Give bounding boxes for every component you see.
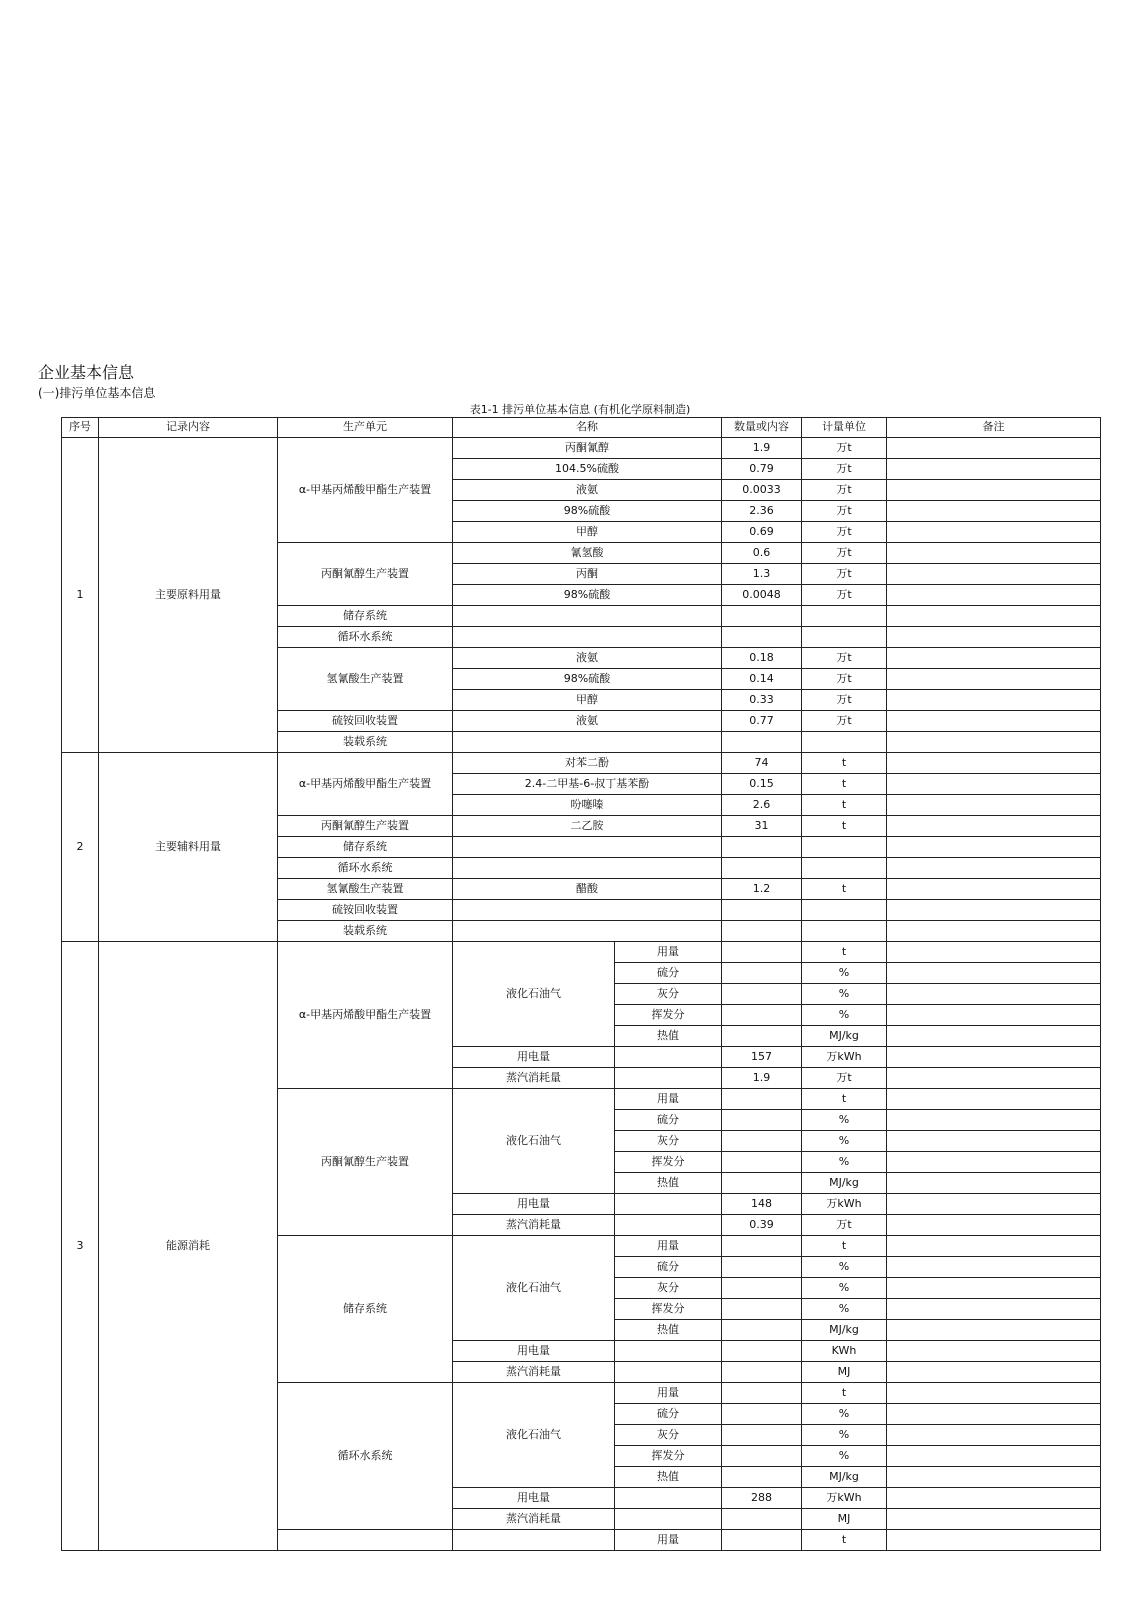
material-name: 氰氢酸 xyxy=(453,543,722,564)
fuel-property xyxy=(615,1488,722,1509)
remark xyxy=(887,564,1101,585)
remark xyxy=(887,1005,1101,1026)
section-title: (一)排污单位基本信息 xyxy=(38,386,156,400)
measure-unit xyxy=(802,900,887,921)
remark xyxy=(887,1362,1101,1383)
header-remark: 备注 xyxy=(887,418,1101,438)
remark xyxy=(887,648,1101,669)
measure-unit: 万kWh xyxy=(802,1194,887,1215)
header-qty: 数量或内容 xyxy=(722,418,802,438)
measure-unit: t xyxy=(802,1089,887,1110)
quantity xyxy=(722,837,802,858)
table-row xyxy=(62,753,1101,774)
measure-unit: 万t xyxy=(802,522,887,543)
fuel-property xyxy=(615,1509,722,1530)
emission-unit-info-table xyxy=(61,417,1101,1551)
measure-unit: t xyxy=(802,774,887,795)
remark xyxy=(887,1068,1101,1089)
remark xyxy=(887,732,1101,753)
measure-unit: % xyxy=(802,963,887,984)
quantity: 2.36 xyxy=(722,501,802,522)
measure-unit: % xyxy=(802,1446,887,1467)
fuel-property xyxy=(615,1047,722,1068)
material-name: 98%硫酸 xyxy=(453,585,722,606)
electricity-label: 用电量 xyxy=(453,1341,615,1362)
remark xyxy=(887,627,1101,648)
header-measure: 计量单位 xyxy=(802,418,887,438)
group-seq: 2 xyxy=(62,753,99,942)
measure-unit: t xyxy=(802,1236,887,1257)
production-unit: α-甲基丙烯酸甲酯生产装置 xyxy=(278,438,453,543)
production-unit: 丙酮氰醇生产装置 xyxy=(278,1089,453,1236)
material-name: 98%硫酸 xyxy=(453,501,722,522)
quantity: 1.3 xyxy=(722,564,802,585)
quantity xyxy=(722,1236,802,1257)
remark xyxy=(887,1152,1101,1173)
quantity xyxy=(722,1299,802,1320)
measure-unit: MJ/kg xyxy=(802,1026,887,1047)
measure-unit: 万t xyxy=(802,543,887,564)
material-name: 丙酮 xyxy=(453,564,722,585)
measure-unit: % xyxy=(802,1005,887,1026)
material-name: 98%硫酸 xyxy=(453,669,722,690)
quantity: 148 xyxy=(722,1194,802,1215)
production-unit: 装载系统 xyxy=(278,732,453,753)
table-row xyxy=(62,942,1101,963)
remark xyxy=(887,1299,1101,1320)
fuel-property xyxy=(615,1341,722,1362)
remark xyxy=(887,1173,1101,1194)
measure-unit: t xyxy=(802,942,887,963)
remark xyxy=(887,774,1101,795)
steam-label: 蒸汽消耗量 xyxy=(453,1362,615,1383)
material-name: 液氨 xyxy=(453,480,722,501)
header-name: 名称 xyxy=(453,418,722,438)
measure-unit: % xyxy=(802,1425,887,1446)
material-name: 甲醇 xyxy=(453,690,722,711)
measure-unit: 万t xyxy=(802,438,887,459)
quantity xyxy=(722,1152,802,1173)
remark xyxy=(887,837,1101,858)
material-name: 丙酮氰醇 xyxy=(453,438,722,459)
measure-unit: t xyxy=(802,1530,887,1551)
production-unit: α-甲基丙烯酸甲酯生产装置 xyxy=(278,942,453,1089)
remark xyxy=(887,1341,1101,1362)
measure-unit: MJ/kg xyxy=(802,1467,887,1488)
group-label: 能源消耗 xyxy=(99,942,278,1551)
production-unit: 氢氰酸生产装置 xyxy=(278,879,453,900)
fuel-name: 液化石油气 xyxy=(453,942,615,1047)
fuel-property: 灰分 xyxy=(615,1278,722,1299)
fuel-property: 用量 xyxy=(615,1530,722,1551)
quantity: 0.33 xyxy=(722,690,802,711)
quantity xyxy=(722,627,802,648)
measure-unit: 万t xyxy=(802,648,887,669)
quantity xyxy=(722,1089,802,1110)
remark xyxy=(887,879,1101,900)
material-name: 104.5%硫酸 xyxy=(453,459,722,480)
remark xyxy=(887,858,1101,879)
group-label: 主要辅料用量 xyxy=(99,753,278,942)
remark xyxy=(887,1509,1101,1530)
remark xyxy=(887,921,1101,942)
fuel-name: 液化石油气 xyxy=(453,1089,615,1194)
quantity xyxy=(722,858,802,879)
material-name: 二乙胺 xyxy=(453,816,722,837)
remark xyxy=(887,480,1101,501)
production-unit: α-甲基丙烯酸甲酯生产装置 xyxy=(278,753,453,816)
group-seq: 1 xyxy=(62,438,99,753)
production-unit: 丙酮氰醇生产装置 xyxy=(278,816,453,837)
quantity xyxy=(722,1173,802,1194)
production-unit: 循环水系统 xyxy=(278,627,453,648)
quantity xyxy=(722,1257,802,1278)
remark xyxy=(887,963,1101,984)
quantity xyxy=(722,921,802,942)
measure-unit: MJ/kg xyxy=(802,1320,887,1341)
quantity: 0.18 xyxy=(722,648,802,669)
remark xyxy=(887,711,1101,732)
production-unit: 丙酮氰醇生产装置 xyxy=(278,543,453,606)
remark xyxy=(887,606,1101,627)
measure-unit: 万kWh xyxy=(802,1488,887,1509)
quantity: 0.0033 xyxy=(722,480,802,501)
quantity xyxy=(722,942,802,963)
fuel-property: 挥发分 xyxy=(615,1152,722,1173)
remark xyxy=(887,1110,1101,1131)
quantity: 1.2 xyxy=(722,879,802,900)
material-name: 液氨 xyxy=(453,648,722,669)
remark xyxy=(887,1236,1101,1257)
fuel-property: 灰分 xyxy=(615,984,722,1005)
quantity xyxy=(722,1446,802,1467)
measure-unit: t xyxy=(802,879,887,900)
remark xyxy=(887,1530,1101,1551)
quantity: 0.6 xyxy=(722,543,802,564)
measure-unit: t xyxy=(802,1383,887,1404)
material-name: 甲醇 xyxy=(453,522,722,543)
remark xyxy=(887,1215,1101,1236)
quantity: 0.15 xyxy=(722,774,802,795)
measure-unit xyxy=(802,858,887,879)
production-unit: 储存系统 xyxy=(278,1236,453,1383)
production-unit: 储存系统 xyxy=(278,837,453,858)
material-name xyxy=(453,606,722,627)
measure-unit xyxy=(802,921,887,942)
measure-unit: KWh xyxy=(802,1341,887,1362)
quantity xyxy=(722,1005,802,1026)
quantity: 74 xyxy=(722,753,802,774)
table-header-row xyxy=(62,418,1101,438)
quantity xyxy=(722,1320,802,1341)
electricity-label: 用电量 xyxy=(453,1047,615,1068)
remark xyxy=(887,816,1101,837)
measure-unit: % xyxy=(802,984,887,1005)
quantity xyxy=(722,606,802,627)
remark xyxy=(887,1131,1101,1152)
measure-unit xyxy=(802,606,887,627)
production-unit xyxy=(278,1530,453,1551)
fuel-property: 用量 xyxy=(615,1383,722,1404)
measure-unit: 万kWh xyxy=(802,1047,887,1068)
quantity xyxy=(722,1362,802,1383)
production-unit: 硫铵回收装置 xyxy=(278,711,453,732)
header-record: 记录内容 xyxy=(99,418,278,438)
remark xyxy=(887,585,1101,606)
measure-unit: % xyxy=(802,1131,887,1152)
quantity: 1.9 xyxy=(722,1068,802,1089)
quantity: 0.0048 xyxy=(722,585,802,606)
quantity: 0.69 xyxy=(722,522,802,543)
page-title: 企业基本信息 xyxy=(38,363,135,382)
material-name: 对苯二酚 xyxy=(453,753,722,774)
measure-unit xyxy=(802,837,887,858)
remark xyxy=(887,1446,1101,1467)
material-name xyxy=(453,837,722,858)
fuel-property: 热值 xyxy=(615,1173,722,1194)
measure-unit: 万t xyxy=(802,711,887,732)
quantity xyxy=(722,732,802,753)
remark xyxy=(887,690,1101,711)
table-row xyxy=(62,438,1101,459)
remark xyxy=(887,753,1101,774)
fuel-name: 液化石油气 xyxy=(453,1236,615,1341)
fuel-property xyxy=(615,1362,722,1383)
fuel-property: 硫分 xyxy=(615,1257,722,1278)
fuel-property: 挥发分 xyxy=(615,1005,722,1026)
fuel-property: 硫分 xyxy=(615,1404,722,1425)
measure-unit: % xyxy=(802,1299,887,1320)
quantity xyxy=(722,1131,802,1152)
remark xyxy=(887,1089,1101,1110)
remark xyxy=(887,984,1101,1005)
remark xyxy=(887,459,1101,480)
measure-unit: t xyxy=(802,753,887,774)
fuel-property: 热值 xyxy=(615,1467,722,1488)
material-name xyxy=(453,732,722,753)
quantity xyxy=(722,984,802,1005)
quantity xyxy=(722,1404,802,1425)
remark xyxy=(887,795,1101,816)
measure-unit: 万t xyxy=(802,564,887,585)
quantity xyxy=(722,1341,802,1362)
measure-unit: t xyxy=(802,816,887,837)
table-caption: 表1-1 排污单位基本信息 (有机化学原料制造) xyxy=(469,403,691,416)
quantity xyxy=(722,900,802,921)
measure-unit: % xyxy=(802,1257,887,1278)
remark xyxy=(887,438,1101,459)
remark xyxy=(887,1425,1101,1446)
production-unit: 装载系统 xyxy=(278,921,453,942)
steam-label: 蒸汽消耗量 xyxy=(453,1509,615,1530)
material-name: 液氨 xyxy=(453,711,722,732)
quantity: 0.79 xyxy=(722,459,802,480)
group-label: 主要原料用量 xyxy=(99,438,278,753)
measure-unit: 万t xyxy=(802,1068,887,1089)
fuel-property: 用量 xyxy=(615,942,722,963)
measure-unit: 万t xyxy=(802,501,887,522)
remark xyxy=(887,1278,1101,1299)
quantity xyxy=(722,1110,802,1131)
electricity-label: 用电量 xyxy=(453,1194,615,1215)
quantity: 288 xyxy=(722,1488,802,1509)
material-name xyxy=(453,900,722,921)
remark xyxy=(887,1383,1101,1404)
remark xyxy=(887,942,1101,963)
header-unit: 生产单元 xyxy=(278,418,453,438)
fuel-property: 热值 xyxy=(615,1026,722,1047)
remark xyxy=(887,1026,1101,1047)
measure-unit xyxy=(802,732,887,753)
quantity: 1.9 xyxy=(722,438,802,459)
fuel-property: 用量 xyxy=(615,1236,722,1257)
production-unit: 循环水系统 xyxy=(278,858,453,879)
measure-unit: 万t xyxy=(802,690,887,711)
fuel-name xyxy=(453,1530,615,1551)
fuel-property: 灰分 xyxy=(615,1131,722,1152)
quantity xyxy=(722,1509,802,1530)
remark xyxy=(887,1404,1101,1425)
measure-unit: % xyxy=(802,1152,887,1173)
material-name xyxy=(453,921,722,942)
electricity-label: 用电量 xyxy=(453,1488,615,1509)
fuel-property: 挥发分 xyxy=(615,1299,722,1320)
remark xyxy=(887,1488,1101,1509)
remark xyxy=(887,501,1101,522)
fuel-name: 液化石油气 xyxy=(453,1383,615,1488)
quantity xyxy=(722,1383,802,1404)
fuel-property xyxy=(615,1215,722,1236)
fuel-property: 挥发分 xyxy=(615,1446,722,1467)
material-name: 2.4-二甲基-6-叔丁基苯酚 xyxy=(453,774,722,795)
remark xyxy=(887,1194,1101,1215)
production-unit: 氢氰酸生产装置 xyxy=(278,648,453,711)
group-seq: 3 xyxy=(62,942,99,1551)
steam-label: 蒸汽消耗量 xyxy=(453,1068,615,1089)
fuel-property: 用量 xyxy=(615,1089,722,1110)
quantity xyxy=(722,1278,802,1299)
fuel-property: 灰分 xyxy=(615,1425,722,1446)
material-name xyxy=(453,858,722,879)
measure-unit: 万t xyxy=(802,459,887,480)
quantity xyxy=(722,1467,802,1488)
quantity: 0.77 xyxy=(722,711,802,732)
material-name xyxy=(453,627,722,648)
header-seq: 序号 xyxy=(62,418,99,438)
measure-unit: 万t xyxy=(802,1215,887,1236)
quantity: 0.14 xyxy=(722,669,802,690)
fuel-property xyxy=(615,1068,722,1089)
quantity xyxy=(722,963,802,984)
remark xyxy=(887,1047,1101,1068)
measure-unit: MJ/kg xyxy=(802,1173,887,1194)
measure-unit: t xyxy=(802,795,887,816)
measure-unit: MJ xyxy=(802,1509,887,1530)
quantity: 157 xyxy=(722,1047,802,1068)
quantity: 2.6 xyxy=(722,795,802,816)
measure-unit: 万t xyxy=(802,669,887,690)
fuel-property xyxy=(615,1194,722,1215)
quantity: 31 xyxy=(722,816,802,837)
measure-unit: 万t xyxy=(802,585,887,606)
remark xyxy=(887,1320,1101,1341)
measure-unit xyxy=(802,627,887,648)
material-name: 吩噻嗪 xyxy=(453,795,722,816)
production-unit: 储存系统 xyxy=(278,606,453,627)
measure-unit: % xyxy=(802,1404,887,1425)
remark xyxy=(887,543,1101,564)
measure-unit: MJ xyxy=(802,1362,887,1383)
remark xyxy=(887,669,1101,690)
quantity xyxy=(722,1530,802,1551)
remark xyxy=(887,900,1101,921)
remark xyxy=(887,1257,1101,1278)
quantity xyxy=(722,1026,802,1047)
remark xyxy=(887,1467,1101,1488)
production-unit: 硫铵回收装置 xyxy=(278,900,453,921)
fuel-property: 硫分 xyxy=(615,1110,722,1131)
quantity: 0.39 xyxy=(722,1215,802,1236)
remark xyxy=(887,522,1101,543)
measure-unit: 万t xyxy=(802,480,887,501)
measure-unit: % xyxy=(802,1278,887,1299)
production-unit: 循环水系统 xyxy=(278,1383,453,1530)
fuel-property: 硫分 xyxy=(615,963,722,984)
quantity xyxy=(722,1425,802,1446)
measure-unit: % xyxy=(802,1110,887,1131)
steam-label: 蒸汽消耗量 xyxy=(453,1215,615,1236)
fuel-property: 热值 xyxy=(615,1320,722,1341)
material-name: 醋酸 xyxy=(453,879,722,900)
